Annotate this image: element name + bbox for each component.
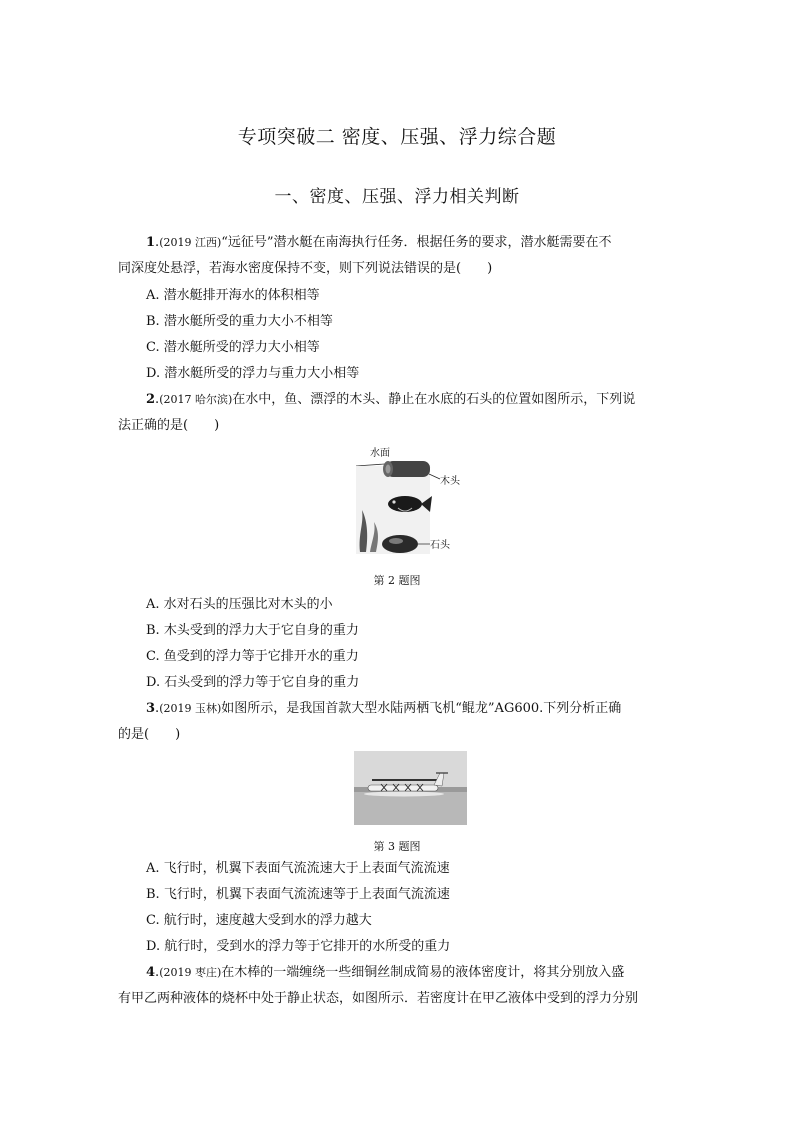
question-3-source: (2019 玉林) [159, 702, 222, 715]
question-2-line-1: 2.(2017 哈尔滨)在水中，鱼、漂浮的木头、静止在水底的石头的位置如图所示，下列说 [146, 392, 636, 407]
question-2-option-a: A. 水对石头的压强比对木头的小 [146, 597, 333, 612]
label-wood: 木头 [440, 476, 460, 487]
question-3-line-2: 的是( ) [118, 727, 181, 742]
stone-icon [382, 535, 418, 553]
question-3-option-c: C. 航行时，速度越大受到水的浮力越大 [146, 913, 372, 928]
question-3-figure [354, 751, 467, 825]
question-1-option-c: C. 潜水艇所受的浮力大小相等 [146, 340, 320, 355]
question-2-line-2: 法正确的是( ) [118, 418, 220, 433]
question-3-option-b: B. 飞行时，机翼下表面气流流速等于上表面气流流速 [146, 887, 450, 902]
section-heading: 一、密度、压强、浮力相关判断 [274, 187, 520, 207]
question-2-option-d: D. 石头受到的浮力等于它自身的重力 [146, 675, 360, 690]
label-stone: 石头 [430, 540, 450, 551]
question-3-option-a: A. 飞行时，机翼下表面气流流速大于上表面气流流速 [146, 861, 450, 876]
question-1-option-a: A. 潜水艇排开海水的体积相等 [146, 288, 320, 303]
label-water-surface: 水面 [370, 448, 390, 459]
water-area [354, 792, 467, 825]
question-4-source: (2019 枣庄) [159, 966, 222, 979]
question-2-option-c: C. 鱼受到的浮力等于它排开水的重力 [146, 649, 359, 664]
question-4-text-1: 在木棒的一端缠绕一些细铜丝制成简易的液体密度计，将其分别放入盛 [221, 965, 625, 980]
question-1-text-1: “远征号”潜水艇在南海执行任务．根据任务的要求，潜水艇需要在不 [221, 235, 612, 250]
question-2-source: (2017 哈尔滨) [159, 393, 233, 406]
question-3-option-d: D. 航行时，受到水的浮力等于它排开的水所受的重力 [146, 939, 451, 954]
page-title: 专项突破二 密度、压强、浮力综合题 [237, 126, 557, 148]
question-2-text-1: 在水中，鱼、漂浮的木头、静止在水底的石头的位置如图所示，下列说 [232, 392, 636, 407]
question-2-option-b: B. 木头受到的浮力大于它自身的重力 [146, 623, 359, 638]
question-1-number: 1 [146, 235, 156, 250]
question-1-option-d: D. 潜水艇所受的浮力与重力大小相等 [146, 366, 360, 381]
sky-area [354, 751, 467, 789]
question-1-option-b: B. 潜水艇所受的重力大小不相等 [146, 314, 333, 329]
question-2-figure-caption: 第 2 题图 [373, 574, 421, 587]
question-3-number: 3 [146, 701, 156, 716]
question-4-line-1: 4.(2019 枣庄)在木棒的一端缠绕一些细铜丝制成简易的液体密度计，将其分别放入盛 [146, 965, 625, 980]
question-1-line-2: 同深度处悬浮，若海水密度保持不变，则下列说法错误的是( ) [118, 261, 493, 276]
question-1-source: (2019 江西) [159, 236, 222, 249]
question-3-line-1: 3.(2019 玉林)如图所示，是我国首款大型水陆两栖飞机“鲲龙”AG600.下列分析正确 [146, 701, 622, 716]
question-4-number: 4 [146, 965, 156, 980]
question-3-figure-caption: 第 3 题图 [373, 840, 421, 853]
question-2-figure [350, 444, 466, 556]
question-2-number: 2 [146, 392, 156, 407]
question-3-text-1: 如图所示，是我国首款大型水陆两栖飞机“鲲龙”AG600.下列分析正确 [221, 701, 622, 716]
question-1-line-1: 1.(2019 江西)“远征号”潜水艇在南海执行任务．根据任务的要求，潜水艇需要在不 [146, 235, 612, 250]
wood-log-icon [383, 461, 430, 477]
question-4-line-2: 有甲乙两种液体的烧杯中处于静止状态，如图所示．若密度计在甲乙液体中受到的浮力分别 [118, 991, 639, 1006]
